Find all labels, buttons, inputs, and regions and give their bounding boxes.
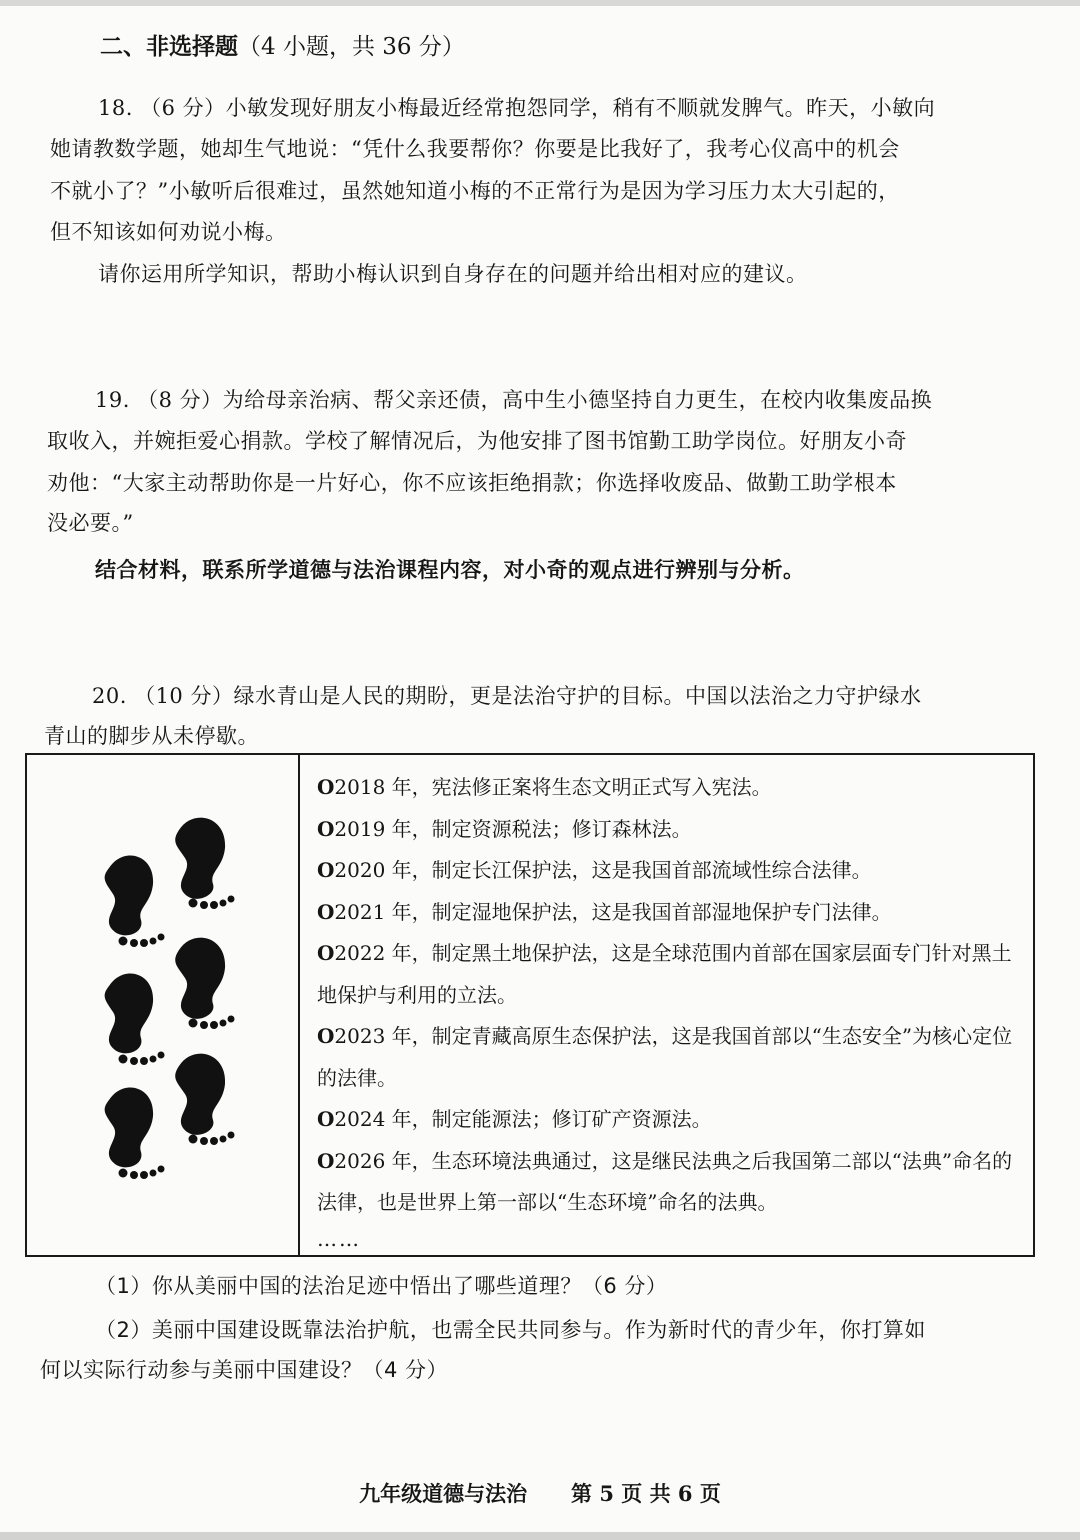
page-footer [0, 1478, 1080, 1508]
q20-sub1: （1）你从美丽中国的法治足迹中悟出了哪些道理？（6 分） [95, 1274, 668, 1298]
scan-edge-top [0, 0, 1080, 6]
q18-line-3: 不就小了？”小敏听后很难过，虽然她知道小梅的不正常行为是因为学习压力太大引起的， [50, 179, 900, 203]
q18-line-2: 她请教数学题，她却生气地说：“凭什么我要帮你？你要是比我好了，我考心仪高中的机会 [50, 137, 900, 161]
bullet-icon: O [317, 1148, 335, 1173]
timeline-item: O2020 年，制定长江保护法，这是我国首部流域性综合法律。 [317, 858, 872, 882]
bullet-icon: O [317, 858, 335, 882]
timeline-item: O2021 年，制定湿地保护法，这是我国首部湿地保护专门法律。 [317, 899, 892, 924]
bullet-icon: O [317, 775, 335, 799]
q18-line-4: 但不知该如何劝说小梅。 [50, 220, 287, 244]
footer-page-number: 第 5 页 共 6 页 [571, 1481, 721, 1506]
bullet-icon: O [317, 941, 335, 965]
bullet-icon: O [317, 816, 335, 841]
timeline-item: O2019 年，制定资源税法；修订森林法。 [317, 816, 692, 841]
section-subtitle: （4 小题，共 36 分） [238, 34, 465, 60]
q18-line-1: 18. （6 分）小敏发现好朋友小梅最近经常抱怨同学，稍有不顺就发脾气。昨天，小敏向 [98, 96, 936, 120]
q19-line-1: 19. （8 分）为给母亲治病、帮父亲还债，高中生小德坚持自力更生，在校内收集废品换 [95, 388, 933, 412]
timeline-item: O2022 年，制定黑土地保护法，这是全球范围内首部在国家层面专门针对黑土地保护与利用的立法。 [317, 941, 1012, 1007]
q19-prompt: 结合材料，联系所学道德与法治课程内容，对小奇的观点进行辨别与分析。 [95, 558, 805, 582]
q20-line-1: 20. （10 分）绿水青山是人民的期盼，更是法治守护的目标。中国以法治之力守护绿水 [92, 684, 922, 708]
q20-sub2-line-2: 何以实际行动参与美丽中国建设？（4 分） [40, 1358, 449, 1382]
law-timeline [317, 767, 1029, 1254]
timeline-item: O2023 年，制定青藏高原生态保护法，这是我国首部以“生态安全”为核心定位的法律。 [317, 1024, 1013, 1090]
box-divider [298, 755, 300, 1255]
q20-sub2-line-1: （2）美丽中国建设既靠法治护航，也需全民共同参与。作为新时代的青少年，你打算如 [95, 1318, 926, 1342]
q20-line-2: 青山的脚步从未停歇。 [44, 724, 259, 748]
timeline-ellipsis: …… [317, 1226, 361, 1251]
timeline-item: O2026 年，生态环境法典通过，这是继民法典之后我国第二部以“法典”命名的法律，也是世界上第一部以“生态环境”命名的法典。 [317, 1148, 1013, 1214]
section-title-text: 二、非选择题 [100, 33, 238, 60]
material-box [25, 753, 1035, 1257]
timeline-item: O2024 年，制定能源法；修订矿产资源法。 [317, 1107, 712, 1131]
scan-edge-bottom [0, 1532, 1080, 1540]
bullet-icon: O [317, 1107, 335, 1131]
q19-line-2: 取收入，并婉拒爱心捐款。学校了解情况后，为他安排了图书馆勤工助学岗位。好朋友小奇 [47, 429, 907, 453]
q18-prompt: 请你运用所学知识，帮助小梅认识到自身存在的问题并给出相对应的建议。 [98, 262, 808, 286]
q19-line-4: 没必要。” [47, 511, 134, 535]
bullet-icon: O [317, 1024, 335, 1048]
footer-subject: 九年级道德与法治 [359, 1481, 528, 1506]
q19-line-3: 劝他：“大家主动帮助你是一片好心，你不应该拒绝捐款；你选择收废品、做勤工助学根本 [47, 471, 897, 495]
section-title [100, 28, 465, 61]
timeline-item: O2018 年，宪法修正案将生态文明正式写入宪法。 [317, 775, 772, 799]
footprints-icon [97, 810, 257, 1210]
bullet-icon: O [317, 899, 335, 924]
